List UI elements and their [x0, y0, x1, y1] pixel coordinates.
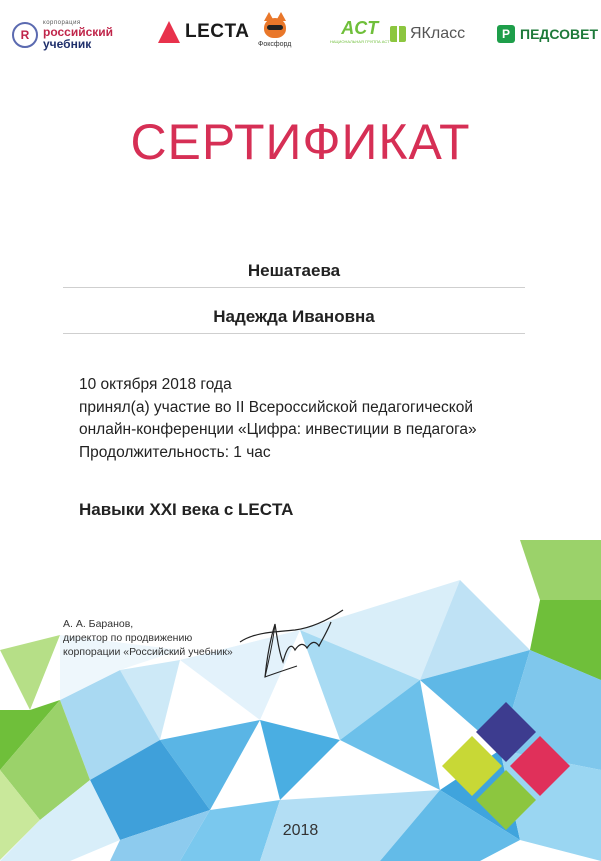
partner-logos: [0, 12, 601, 58]
body-date: 10 октября 2018 года: [79, 376, 232, 393]
certificate-body: [79, 374, 549, 464]
ast-small-label: НАЦИОНАЛЬНАЯ ГРУППА АСТ: [330, 39, 390, 44]
ru-badge-icon: R: [12, 22, 38, 48]
russian-textbook-logo: [12, 20, 113, 50]
yaklass-label: ЯКласс: [410, 25, 466, 42]
lecta-triangle-icon: [158, 21, 180, 43]
ast-logo: [330, 18, 390, 44]
ru-small-label: корпорация: [43, 20, 81, 26]
signer-organization: корпорации «Российский учебник»: [63, 646, 233, 658]
fox-icon: [264, 18, 286, 38]
given-names: Надежда Ивановна: [63, 307, 525, 334]
yaklass-book-icon: [390, 26, 406, 42]
pedsovet-badge-icon: P: [497, 25, 515, 43]
handwritten-signature: [235, 602, 355, 682]
foxford-logo: [258, 18, 291, 48]
ast-label: ACT: [341, 18, 379, 38]
surname: Нешатаева: [63, 261, 525, 288]
course-title: Навыки XXI века с LECTA: [79, 500, 294, 519]
pedsovet-logo: [497, 25, 598, 43]
low-poly-decoration: [0, 540, 601, 861]
certificate-title: СЕРТИФИКАТ: [130, 114, 471, 170]
body-conference: онлайн-конференции «Цифра: инвестиции в педагога»: [79, 421, 477, 438]
signature-block: [63, 617, 233, 659]
yaklass-logo: [390, 25, 465, 43]
lecta-logo: [158, 21, 249, 43]
signer-position: директор по продвижению: [63, 632, 193, 644]
certificate-year: 2018: [282, 822, 319, 839]
lecta-label: LECTA: [185, 21, 250, 42]
pedsovet-label: ПЕДСОВЕТ: [520, 26, 599, 42]
signer-name: А. А. Баранов,: [63, 618, 134, 630]
ru-line2: учебник: [43, 37, 92, 51]
body-participation: принял(а) участие во II Всероссийской педагогической: [79, 398, 474, 416]
body-duration: Продолжительность: 1 час: [79, 443, 271, 461]
ru-line1: российский: [43, 25, 114, 39]
foxford-label: Фоксфорд: [258, 41, 292, 48]
